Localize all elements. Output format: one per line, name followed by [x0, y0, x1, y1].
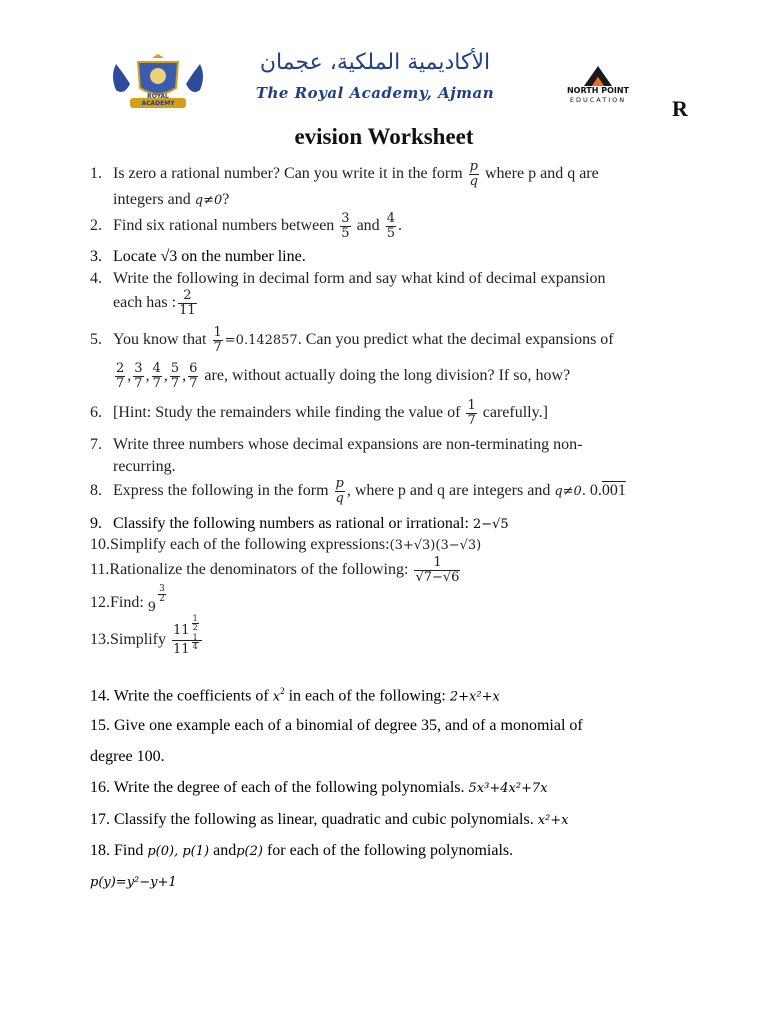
- question-10: 10.Simplify each of the following expressions:(3+√3)(3−√3): [90, 536, 482, 553]
- question-15: 15. Give one example each of a binomial of degree 35, and of a monomial of: [90, 717, 583, 734]
- question-5-cont: $\frac{2}{7}$ , $\frac{3}{7}$ , $\frac{4}{7}$ , $\frac{5}{7}$ , $\frac{6}{7}$ are, without actually doing the long division? If so, how?: [116, 361, 571, 391]
- school-name-arabic: الأكاديمية الملكية، عجمان: [259, 50, 491, 75]
- question-14: 14. Write the coefficients of $x^2$ in each of the following: 2+x²+x: [90, 686, 500, 705]
- school-header: [108, 48, 663, 120]
- question-4-cont: each has : $\frac{2}{11}$: [113, 288, 196, 318]
- question-2: 2. Find six rational numbers between $\frac{3}{5}$ and $\frac{4}{5}$ .: [90, 211, 402, 241]
- question-9: 9. Classify the following numbers as rational or irrational: 2−√5: [90, 515, 509, 532]
- question-18: 18. Find p(0), p(1) andp(2) for each of the following polynomials.: [90, 842, 514, 859]
- question-7: 7. Write three numbers whose decimal expansions are non-terminating non-: [90, 436, 583, 453]
- question-6: 6. [Hint: Study the remainders while finding the value of $\frac{1}{7}$ carefully.]: [90, 398, 548, 428]
- page-title: evision Worksheet: [294, 124, 474, 149]
- question-16: 16. Write the degree of each of the following polynomials. 5x³+4x²+7x: [90, 779, 548, 796]
- school-name-english: The Royal Academy, Ajman: [255, 84, 495, 102]
- question-15-cont: degree 100.: [90, 748, 165, 765]
- partner-subtitle: EDUCATION: [569, 96, 627, 104]
- question-17: 17. Classify the following as linear, quadratic and cubic polynomials. x²+x: [90, 811, 569, 828]
- question-7-cont: recurring.: [113, 458, 176, 475]
- question-1-cont: integers and q≠0?: [113, 191, 230, 208]
- fraction-p-over-q: $\frac{p}{q}$: [469, 159, 478, 189]
- crest-banner: ROYAL ACADEMY: [141, 93, 175, 107]
- question-11: 11.Rationalize the denominators of the following: $\frac{1}{√7-√6}$: [90, 555, 460, 585]
- title-initial: R: [672, 96, 688, 121]
- question-12: 12.Find: $_9$ $\frac{3}{2}$: [90, 584, 165, 616]
- polynomial-py: p(y)=y²−y+1: [90, 875, 177, 890]
- question-3: 3. Locate √3 on the number line.: [90, 248, 306, 265]
- question-13: 13.Simplify 11 $\frac{1}{2}$ 11 $\frac{1}{4}$: [90, 622, 204, 659]
- question-1: 1. Is zero a rational number? Can you write it in the form $\frac{p}{q}$ where p and q are: [90, 159, 599, 189]
- question-4: 4. Write the following in decimal form and say what kind of decimal expansion: [90, 270, 606, 287]
- question-8: 8. Express the following in the form $\frac{p}{q}$ , where p and q are integers and q≠0. 0.001: [90, 476, 626, 506]
- partner-name: NORTH POINT: [566, 86, 630, 95]
- question-5: 5. You know that $\frac{1}{7}$ =0.142857. Can you predict what the decimal expansions of: [90, 325, 614, 355]
